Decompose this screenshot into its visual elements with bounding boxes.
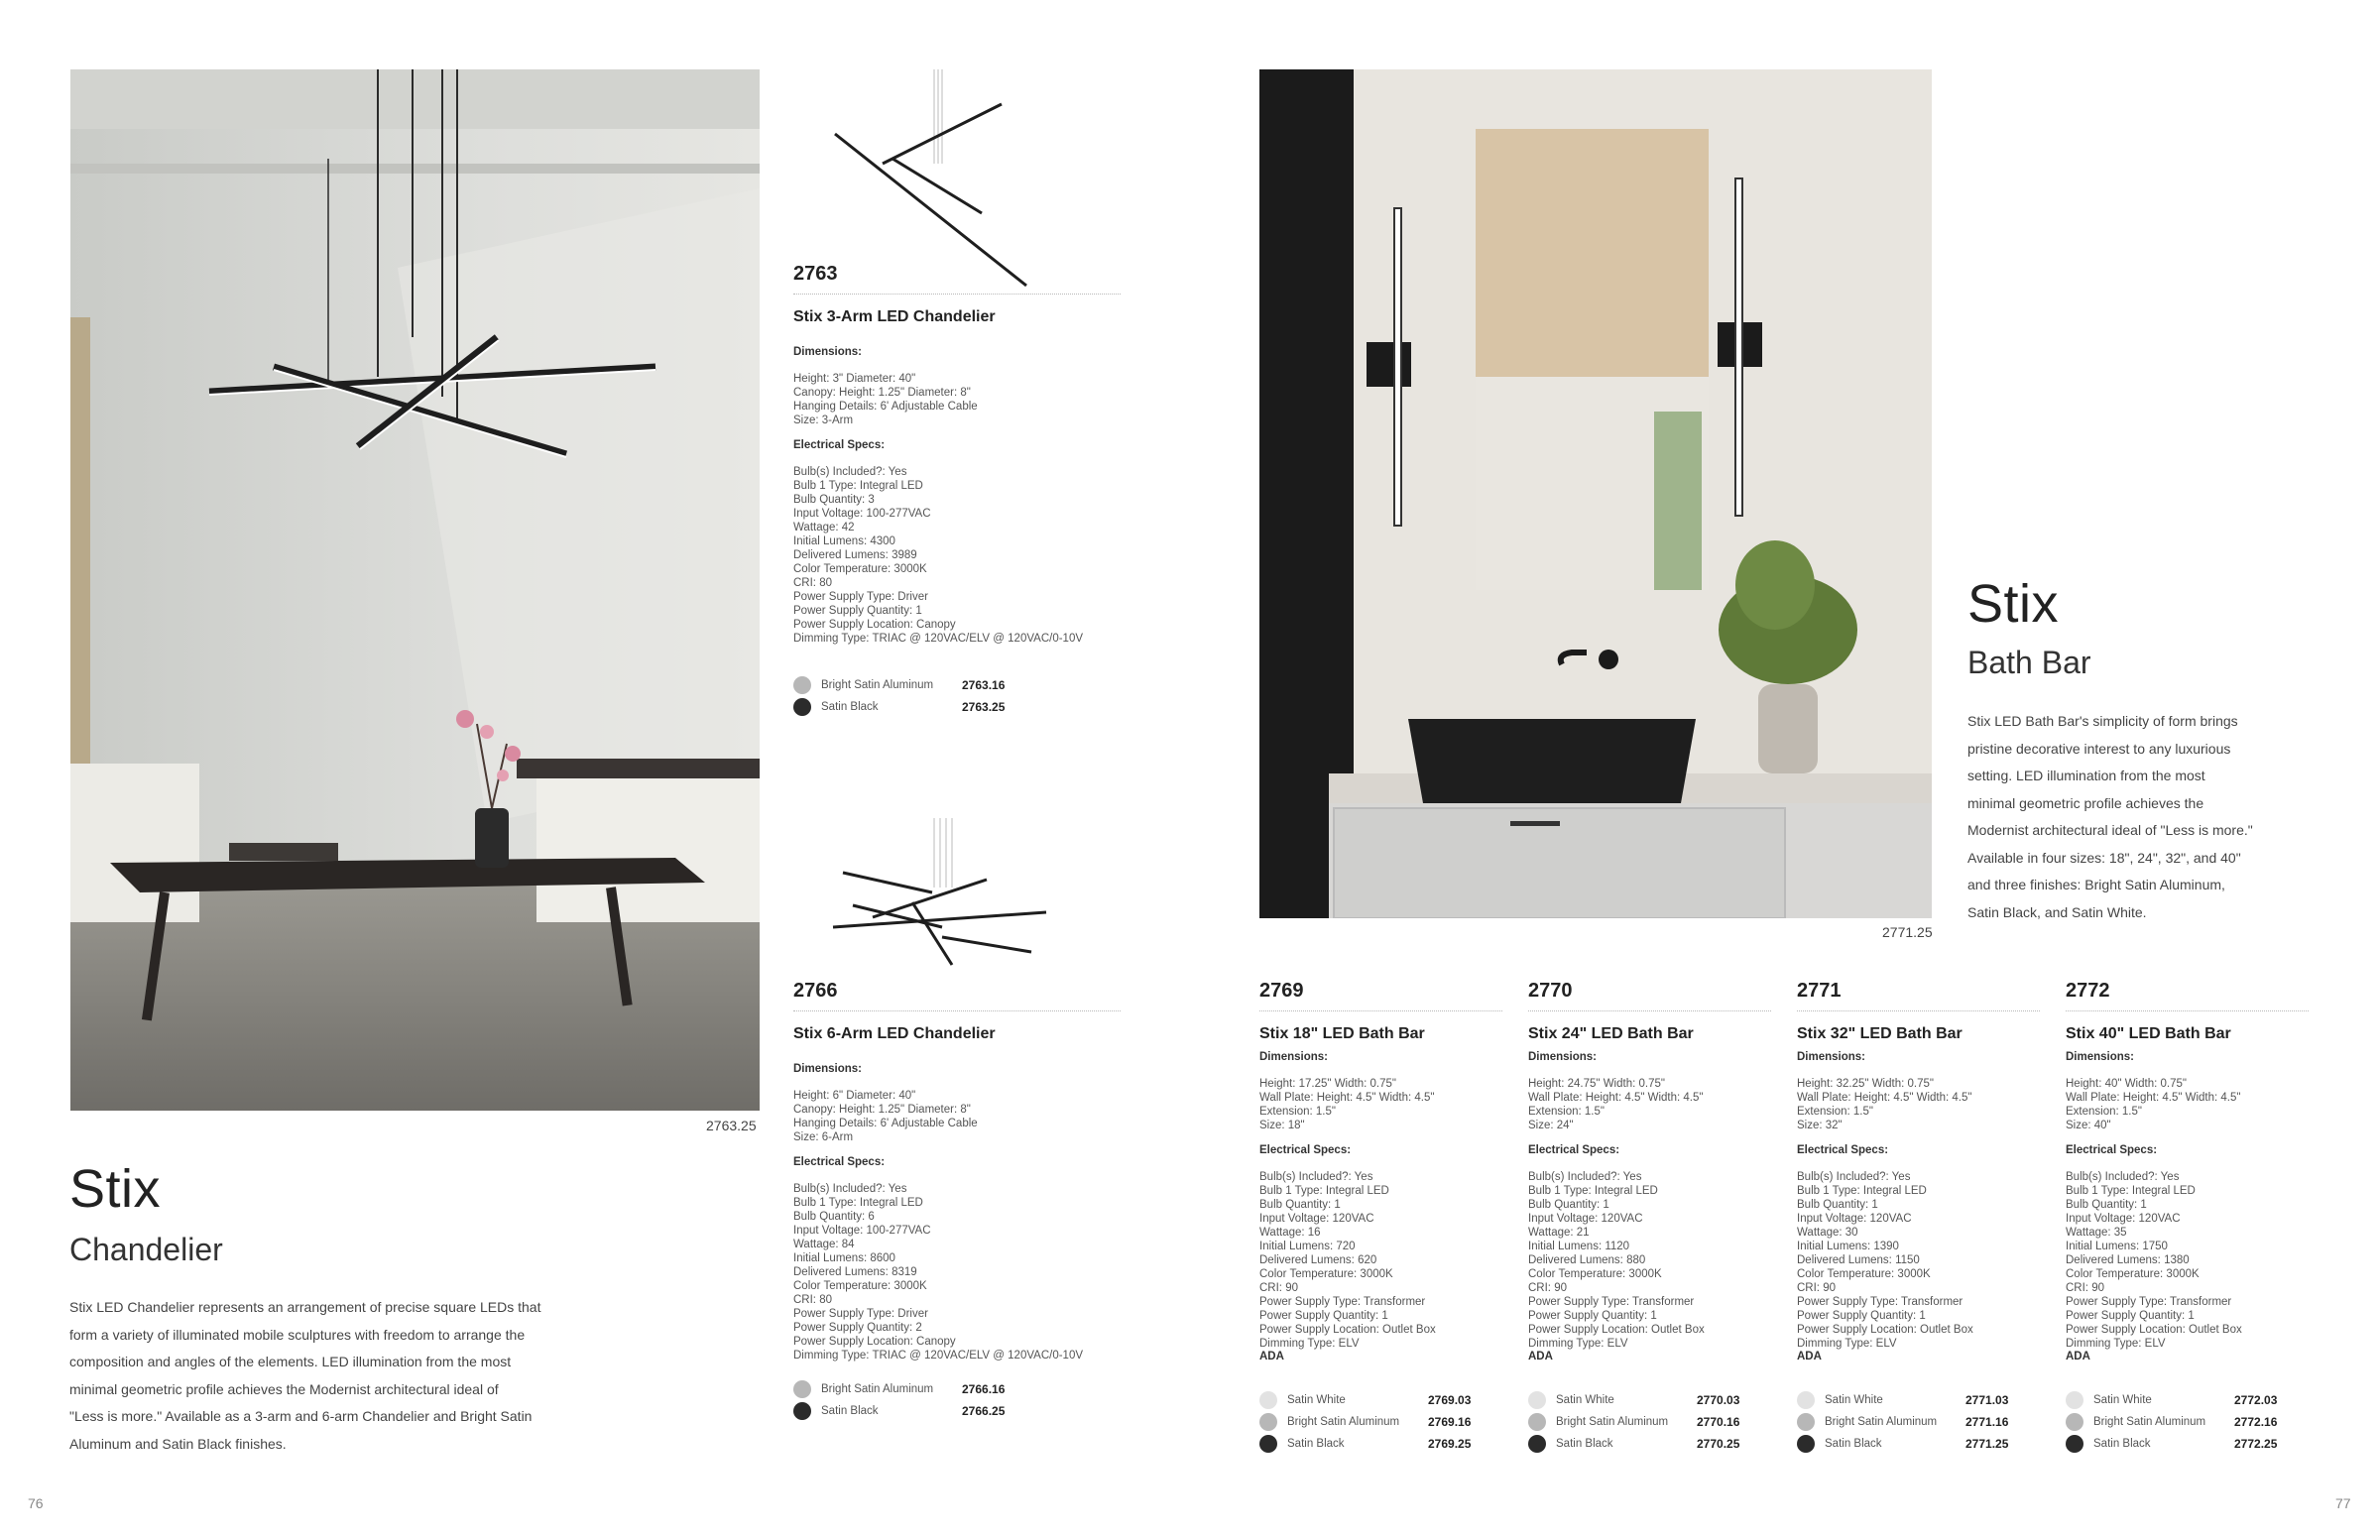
chandelier-room-illustration	[70, 69, 760, 1111]
finish-code: 2770.03	[1697, 1393, 1740, 1407]
finish-row	[2066, 1389, 2309, 1411]
finish-code: 2771.25	[1965, 1437, 2009, 1451]
spec-line: Height: 3" Diameter: 40"	[793, 373, 916, 385]
finish-list	[2066, 1389, 2309, 1455]
finish-swatch	[1528, 1435, 1546, 1453]
finish-name: Bright Satin Aluminum	[821, 679, 934, 691]
spec-line: Wall Plate: Height: 4.5" Width: 4.5"	[1797, 1092, 1972, 1104]
spec-line: Extension: 1.5"	[1528, 1106, 1605, 1118]
product-name: Stix 6-Arm LED Chandelier	[793, 1025, 996, 1042]
spec-line: Power Supply Quantity: 1	[1528, 1310, 1657, 1322]
spec-line: Wall Plate: Height: 4.5" Width: 4.5"	[1259, 1092, 1435, 1104]
description-line: pristine decorative interest to any luxurious	[1967, 740, 2231, 757]
spec-line: Extension: 1.5"	[1259, 1106, 1336, 1118]
spec-line: Power Supply Location: Outlet Box	[1797, 1324, 1973, 1336]
finish-row	[2066, 1433, 2309, 1455]
spec-line: Bulb Quantity: 1	[1259, 1199, 1341, 1211]
spec-line: Bulb Quantity: 6	[793, 1211, 875, 1223]
finish-code: 2772.25	[2234, 1437, 2278, 1451]
product-name: Stix 24" LED Bath Bar	[1528, 1025, 1694, 1042]
finish-name: Satin Black	[821, 701, 879, 713]
product-block-2763	[793, 263, 1121, 646]
spec-line: Height: 17.25" Width: 0.75"	[1259, 1078, 1396, 1090]
spec-line: Bulb 1 Type: Integral LED	[1797, 1185, 1927, 1197]
spec-line: CRI: 90	[1259, 1282, 1298, 1294]
spec-line: Initial Lumens: 720	[1259, 1241, 1356, 1252]
page-number-left: 76	[28, 1495, 44, 1511]
spec-line: Power Supply Location: Canopy	[793, 619, 956, 631]
finish-row	[1259, 1411, 1502, 1433]
finish-swatch	[793, 698, 811, 716]
electrical-heading: Electrical Specs:	[1259, 1144, 1352, 1156]
spec-line: Size: 40"	[2066, 1120, 2111, 1131]
spec-line: CRI: 80	[793, 1294, 832, 1306]
finish-swatch	[1797, 1435, 1815, 1453]
finish-row	[1528, 1411, 1771, 1433]
spec-line: Bulb(s) Included?: Yes	[1259, 1171, 1373, 1183]
model-number: 2770	[1528, 980, 1573, 1002]
spec-line: CRI: 80	[793, 577, 832, 589]
spec-line: Dimming Type: ELV	[2066, 1338, 2166, 1350]
finish-name: Satin White	[1287, 1394, 1346, 1406]
spec-line: Color Temperature: 3000K	[1797, 1268, 1931, 1280]
product-image-2766	[823, 818, 1051, 967]
spec-line: Bulb(s) Included?: Yes	[793, 1183, 907, 1195]
product-block-2771	[1797, 980, 2040, 1362]
spec-line: Color Temperature: 3000K	[793, 563, 927, 575]
dotted-divider	[793, 294, 1121, 295]
finish-name: Bright Satin Aluminum	[1825, 1416, 1938, 1428]
spec-line: Input Voltage: 120VAC	[1797, 1213, 1912, 1225]
spec-line: Color Temperature: 3000K	[1259, 1268, 1393, 1280]
chandelier-6-arm-illustration	[823, 818, 1051, 967]
spec-line: Input Voltage: 120VAC	[1259, 1213, 1374, 1225]
model-number: 2771	[1797, 980, 1842, 1002]
description-line: minimal geometric profile achieves the	[1967, 794, 2204, 811]
spec-line: Power Supply Type: Transformer	[2066, 1296, 2232, 1308]
spec-line: Height: 6" Diameter: 40"	[793, 1090, 916, 1102]
spec-line: Power Supply Quantity: 2	[793, 1322, 922, 1334]
finish-row	[793, 1400, 1121, 1422]
finish-swatch	[793, 676, 811, 694]
spec-line: Power Supply Location: Canopy	[793, 1336, 956, 1348]
finish-row	[793, 1378, 1121, 1400]
finish-name: Satin White	[1556, 1394, 1614, 1406]
description-line: form a variety of illuminated mobile sculptures with freedom to arrange the	[69, 1326, 526, 1343]
dimensions-heading: Dimensions:	[1259, 1051, 1329, 1063]
finish-name: Satin Black	[1825, 1438, 1882, 1450]
model-number: 2766	[793, 980, 838, 1002]
product-name: Stix 18" LED Bath Bar	[1259, 1025, 1425, 1042]
finish-name: Bright Satin Aluminum	[1287, 1416, 1400, 1428]
finish-swatch	[1259, 1391, 1277, 1409]
spec-line: Hanging Details: 6' Adjustable Cable	[793, 1118, 978, 1129]
spec-line: Canopy: Height: 1.25" Diameter: 8"	[793, 1104, 971, 1116]
spec-line: Bulb Quantity: 1	[2066, 1199, 2147, 1211]
dimensions-list	[1797, 1077, 2040, 1132]
description-line: composition and angles of the elements. LED illumination from the most	[69, 1354, 512, 1369]
dotted-divider	[793, 1010, 1121, 1011]
spec-line: Size: 18"	[1259, 1120, 1305, 1131]
finish-list	[1797, 1389, 2040, 1455]
product-name: Stix 40" LED Bath Bar	[2066, 1025, 2231, 1042]
spec-line: Height: 40" Width: 0.75"	[2066, 1078, 2187, 1090]
model-number: 2772	[2066, 980, 2110, 1002]
spec-line: Hanging Details: 6' Adjustable Cable	[793, 401, 978, 413]
spec-line: Wattage: 84	[793, 1239, 855, 1250]
dimensions-heading: Dimensions:	[1797, 1051, 1866, 1063]
finish-name: Satin Black	[1287, 1438, 1345, 1450]
spec-line: Power Supply Quantity: 1	[2066, 1310, 2195, 1322]
product-block-2766	[793, 980, 1121, 1362]
finish-swatch	[1528, 1413, 1546, 1431]
description-line: Stix LED Bath Bar's simplicity of form brings	[1967, 713, 2238, 729]
spec-line: Size: 6-Arm	[793, 1131, 854, 1143]
finish-row	[1259, 1433, 1502, 1455]
spec-line: Wall Plate: Height: 4.5" Width: 4.5"	[1528, 1092, 1704, 1104]
finish-row	[1797, 1411, 2040, 1433]
finish-code: 2771.03	[1965, 1393, 2009, 1407]
finish-name: Satin Black	[821, 1405, 879, 1417]
product-block-2772	[2066, 980, 2309, 1362]
spec-line: Bulb(s) Included?: Yes	[793, 466, 907, 478]
spec-line: Bulb 1 Type: Integral LED	[2066, 1185, 2196, 1197]
finish-code: 2766.25	[962, 1404, 1006, 1418]
spec-line: Delivered Lumens: 1150	[1797, 1254, 1920, 1266]
finish-swatch	[2066, 1413, 2083, 1431]
spec-line: Power Supply Quantity: 1	[1259, 1310, 1388, 1322]
spec-line: Power Supply Quantity: 1	[793, 605, 922, 617]
finish-swatch	[1797, 1391, 1815, 1409]
finish-row	[1797, 1389, 2040, 1411]
electrical-heading: Electrical Specs:	[2066, 1144, 2158, 1156]
finish-list	[793, 1378, 1121, 1422]
spec-line: Delivered Lumens: 3989	[793, 549, 917, 561]
description-line: Modernist architectural ideal of "Less is more."	[1967, 822, 2253, 838]
product-block-2770	[1528, 980, 1771, 1362]
spec-line: CRI: 90	[1797, 1282, 1836, 1294]
spec-line: Dimming Type: ELV	[1259, 1338, 1360, 1350]
dimensions-list	[793, 1089, 1121, 1144]
ada-label: ADA	[1259, 1351, 1284, 1362]
electrical-heading: Electrical Specs:	[793, 1156, 886, 1168]
finish-swatch	[2066, 1391, 2083, 1409]
spec-line: Bulb 1 Type: Integral LED	[1528, 1185, 1658, 1197]
spec-line: Bulb 1 Type: Integral LED	[793, 1197, 923, 1209]
electrical-list	[793, 1182, 1121, 1362]
dotted-divider	[1259, 1010, 1502, 1011]
spec-line: Input Voltage: 100-277VAC	[793, 508, 931, 520]
product-name: Stix 3-Arm LED Chandelier	[793, 308, 996, 325]
spec-line: Bulb(s) Included?: Yes	[1797, 1171, 1911, 1183]
finish-name: Satin Black	[2093, 1438, 2151, 1450]
dimensions-heading: Dimensions:	[793, 346, 863, 358]
spec-line: Wattage: 30	[1797, 1227, 1858, 1239]
finish-swatch	[1797, 1413, 1815, 1431]
description-line: Aluminum and Satin Black finishes.	[69, 1435, 287, 1452]
finish-swatch	[1528, 1391, 1546, 1409]
spec-line: Bulb Quantity: 1	[1528, 1199, 1609, 1211]
finish-code: 2766.16	[962, 1382, 1006, 1396]
finish-code: 2772.03	[2234, 1393, 2278, 1407]
spec-line: Wall Plate: Height: 4.5" Width: 4.5"	[2066, 1092, 2241, 1104]
bath-bar-title: Stix	[1967, 574, 2060, 634]
finish-code: 2771.16	[1965, 1415, 2009, 1429]
spec-line: Power Supply Location: Outlet Box	[1528, 1324, 1705, 1336]
spec-line: Initial Lumens: 1750	[2066, 1241, 2168, 1252]
ada-label: ADA	[2066, 1351, 2090, 1362]
model-number: 2769	[1259, 980, 1304, 1002]
finish-name: Satin White	[2093, 1394, 2152, 1406]
finish-row	[1528, 1389, 1771, 1411]
finish-swatch	[1259, 1413, 1277, 1431]
spec-line: Bulb 1 Type: Integral LED	[1259, 1185, 1389, 1197]
spec-line: Height: 24.75" Width: 0.75"	[1528, 1078, 1665, 1090]
finish-code: 2772.16	[2234, 1415, 2278, 1429]
page-number-right: 77	[2335, 1495, 2351, 1511]
dimensions-list	[1259, 1077, 1502, 1132]
spec-line: Bulb(s) Included?: Yes	[2066, 1171, 2180, 1183]
dimensions-list	[2066, 1077, 2309, 1132]
electrical-heading: Electrical Specs:	[1797, 1144, 1889, 1156]
spec-line: Size: 3-Arm	[793, 415, 854, 426]
spec-line: Bulb Quantity: 3	[793, 494, 875, 506]
spec-line: Power Supply Location: Outlet Box	[2066, 1324, 2242, 1336]
product-name: Stix 32" LED Bath Bar	[1797, 1025, 1963, 1042]
dimensions-list	[793, 372, 1121, 427]
spec-line: Dimming Type: TRIAC @ 120VAC/ELV @ 120VAC/0-10V	[793, 1350, 1084, 1362]
spec-line: Power Supply Type: Transformer	[1259, 1296, 1426, 1308]
spec-line: Input Voltage: 100-277VAC	[793, 1225, 931, 1237]
spec-line: Input Voltage: 120VAC	[2066, 1213, 2181, 1225]
dimensions-list	[1528, 1077, 1771, 1132]
spec-line: Bulb Quantity: 1	[1797, 1199, 1878, 1211]
finish-name: Bright Satin Aluminum	[821, 1383, 934, 1395]
finish-code: 2763.16	[962, 678, 1006, 692]
spec-line: Size: 32"	[1797, 1120, 1843, 1131]
finish-name: Satin Black	[1556, 1438, 1613, 1450]
chandelier-photo-caption: 2763.25	[706, 1118, 757, 1133]
spec-line: Wattage: 42	[793, 522, 855, 533]
spec-line: Bulb(s) Included?: Yes	[1528, 1171, 1642, 1183]
product-block-2769	[1259, 980, 1502, 1362]
electrical-list	[1259, 1170, 1502, 1351]
spec-line: Delivered Lumens: 620	[1259, 1254, 1377, 1266]
ada-label: ADA	[1528, 1351, 1553, 1362]
electrical-list	[1528, 1170, 1771, 1351]
dotted-divider	[1528, 1010, 1771, 1011]
bath-bar-illustration	[1259, 69, 1932, 918]
spec-line: Power Supply Type: Driver	[793, 1308, 928, 1320]
bath-bar-subtitle: Bath Bar	[1967, 645, 2091, 680]
finish-code: 2769.16	[1428, 1415, 1472, 1429]
description-line: and three finishes: Bright Satin Aluminum,	[1967, 877, 2225, 892]
spec-line: Input Voltage: 120VAC	[1528, 1213, 1643, 1225]
spec-line: Power Supply Quantity: 1	[1797, 1310, 1926, 1322]
bath-bar-description	[1967, 708, 2324, 926]
spec-line: Dimming Type: TRIAC @ 120VAC/ELV @ 120VAC/0-10V	[793, 633, 1084, 645]
electrical-heading: Electrical Specs:	[1528, 1144, 1620, 1156]
spec-line: Initial Lumens: 4300	[793, 535, 895, 547]
chandelier-room-photo	[70, 69, 760, 1111]
spec-line: CRI: 90	[2066, 1282, 2104, 1294]
finish-code: 2769.03	[1428, 1393, 1472, 1407]
spec-line: Color Temperature: 3000K	[1528, 1268, 1662, 1280]
finish-code: 2770.25	[1697, 1437, 1740, 1451]
spec-line: Extension: 1.5"	[2066, 1106, 2142, 1118]
spec-line: Initial Lumens: 8600	[793, 1252, 895, 1264]
spec-line: Wattage: 35	[2066, 1227, 2127, 1239]
electrical-list	[1797, 1170, 2040, 1351]
spec-line: Dimming Type: ELV	[1797, 1338, 1897, 1350]
spec-line: Initial Lumens: 1120	[1528, 1241, 1630, 1252]
electrical-list	[2066, 1170, 2309, 1351]
bath-bar-photo	[1259, 69, 1932, 918]
spec-line: Power Supply Type: Driver	[793, 591, 928, 603]
chandelier-subtitle: Chandelier	[69, 1232, 223, 1267]
dimensions-heading: Dimensions:	[2066, 1051, 2135, 1063]
spec-line: Wattage: 21	[1528, 1227, 1590, 1239]
electrical-list	[793, 465, 1121, 646]
spec-line: Dimming Type: ELV	[1528, 1338, 1628, 1350]
dimensions-heading: Dimensions:	[793, 1063, 863, 1075]
electrical-heading: Electrical Specs:	[793, 439, 886, 451]
spec-line: Delivered Lumens: 1380	[2066, 1254, 2190, 1266]
description-line: Satin Black, and Satin White.	[1967, 903, 2147, 920]
finish-swatch	[793, 1380, 811, 1398]
spec-line: CRI: 90	[1528, 1282, 1567, 1294]
finish-swatch	[793, 1402, 811, 1420]
spec-line: Power Supply Type: Transformer	[1528, 1296, 1695, 1308]
spec-line: Extension: 1.5"	[1797, 1106, 1873, 1118]
finish-name: Satin White	[1825, 1394, 1883, 1406]
dotted-divider	[2066, 1010, 2309, 1011]
spec-line: Color Temperature: 3000K	[793, 1280, 927, 1292]
finish-swatch	[1259, 1435, 1277, 1453]
description-line: Available in four sizes: 18", 24", 32", and 40"	[1967, 849, 2241, 866]
finish-row	[1797, 1433, 2040, 1455]
finish-row	[793, 696, 1121, 718]
spec-line: Delivered Lumens: 880	[1528, 1254, 1646, 1266]
spec-line: Power Supply Type: Transformer	[1797, 1296, 1964, 1308]
spec-line: Canopy: Height: 1.25" Diameter: 8"	[793, 387, 971, 399]
spec-line: Bulb 1 Type: Integral LED	[793, 480, 923, 492]
finish-name: Bright Satin Aluminum	[2093, 1416, 2206, 1428]
finish-code: 2763.25	[962, 700, 1006, 714]
finish-swatch	[2066, 1435, 2083, 1453]
finish-row	[2066, 1411, 2309, 1433]
finish-row	[1259, 1389, 1502, 1411]
dimensions-heading: Dimensions:	[1528, 1051, 1598, 1063]
chandelier-title: Stix	[69, 1159, 162, 1219]
finish-row	[793, 674, 1121, 696]
spec-line: Power Supply Location: Outlet Box	[1259, 1324, 1436, 1336]
description-line: setting. LED illumination from the most	[1967, 768, 2205, 783]
description-line: minimal geometric profile achieves the Modernist architectural ideal of	[69, 1380, 499, 1397]
model-number: 2763	[793, 263, 838, 285]
bath-bar-photo-caption: 2771.25	[1882, 924, 1933, 940]
spec-line: Size: 24"	[1528, 1120, 1574, 1131]
spec-line: Wattage: 16	[1259, 1227, 1321, 1239]
description-line: Stix LED Chandelier represents an arrangement of precise square LEDs that	[69, 1299, 541, 1315]
spec-line: Delivered Lumens: 8319	[793, 1266, 917, 1278]
chandelier-description	[69, 1294, 625, 1458]
description-line: "Less is more." Available as a 3-arm and 6-arm Chandelier and Bright Satin	[69, 1408, 533, 1424]
spec-line: Initial Lumens: 1390	[1797, 1241, 1899, 1252]
finish-list	[1528, 1389, 1771, 1455]
finish-list	[793, 674, 1121, 718]
spec-line: Color Temperature: 3000K	[2066, 1268, 2200, 1280]
finish-name: Bright Satin Aluminum	[1556, 1416, 1669, 1428]
ada-label: ADA	[1797, 1351, 1822, 1362]
spec-line: Height: 32.25" Width: 0.75"	[1797, 1078, 1934, 1090]
finish-code: 2769.25	[1428, 1437, 1472, 1451]
finish-code: 2770.16	[1697, 1415, 1740, 1429]
dotted-divider	[1797, 1010, 2040, 1011]
finish-list	[1259, 1389, 1502, 1455]
finish-row	[1528, 1433, 1771, 1455]
